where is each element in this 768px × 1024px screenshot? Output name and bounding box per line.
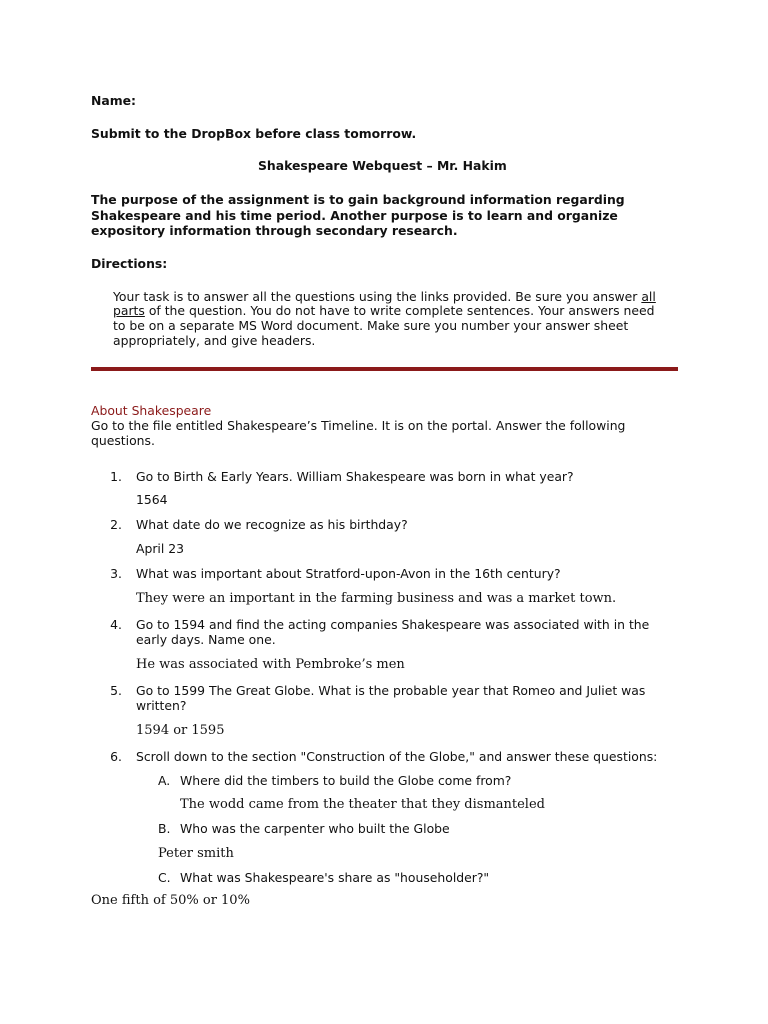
section-divider — [91, 367, 678, 371]
answer-text: They were an important in the farming business and was a market town. — [136, 591, 617, 606]
answer-text: The wodd came from the theater that they dismanteled — [180, 797, 545, 812]
question-text: Go to 1599 The Great Globe. What is the probable year that Romeo and Juliet was — [136, 683, 646, 698]
answer-text: Peter smith — [158, 846, 234, 861]
directions-line-2 — [113, 303, 654, 318]
question-number: 4. — [110, 617, 122, 632]
question-text: Scroll down to the section "Construction of the Globe," and answer these questions: — [136, 749, 658, 764]
subquestion-letter: B. — [158, 821, 171, 836]
subquestion-letter: A. — [158, 773, 171, 788]
submit-note: Submit to the DropBox before class tomorrow. — [91, 126, 417, 141]
about-heading: About Shakespeare — [91, 403, 212, 418]
answer-text: He was associated with Pembroke’s men — [136, 657, 405, 672]
question-text: Go to 1594 and find the acting companies Shakespeare was associated with in the — [136, 617, 650, 632]
question-text: What date do we recognize as his birthday? — [136, 517, 408, 532]
answer-text: 1594 or 1595 — [136, 723, 225, 738]
emphasis-parts: parts — [113, 303, 145, 318]
question-text-continued: early days. Name one. — [136, 632, 276, 647]
question-number: 6. — [110, 749, 122, 764]
about-intro-1: Go to the file entitled Shakespeare’s Timeline. It is on the portal. Answer the following — [91, 418, 626, 433]
subquestion-text: Who was the carpenter who built the Globe — [180, 821, 450, 836]
subquestion-letter: C. — [158, 870, 171, 885]
subquestion-text: Where did the timbers to build the Globe come from? — [180, 773, 512, 788]
directions-line-3: to be on a separate MS Word document. Make sure you number your answer sheet — [113, 318, 629, 333]
answer-text: April 23 — [136, 541, 185, 556]
question-number: 2. — [110, 517, 122, 532]
name-label: Name: — [91, 93, 137, 108]
question-text-continued: written? — [136, 698, 187, 713]
emphasis-all: all — [641, 289, 656, 304]
answer-text: One fifth of 50% or 10% — [91, 893, 250, 908]
purpose-line-3: expository information through secondary research. — [91, 223, 458, 238]
directions-line-1 — [113, 289, 656, 304]
purpose-line-2: Shakespeare and his time period. Another purpose is to learn and organize — [91, 208, 618, 223]
about-intro-2: questions. — [91, 433, 155, 448]
directions-text: of the question. You do not have to write complete sentences. Your answers need — [144, 303, 655, 318]
subquestion-text: What was Shakespeare's share as "householder?" — [180, 870, 490, 885]
document-title: Shakespeare Webquest – Mr. Hakim — [258, 158, 507, 173]
purpose-line-1: The purpose of the assignment is to gain background information regarding — [91, 192, 625, 207]
directions-line-4: appropriately, and give headers. — [113, 333, 316, 348]
question-number: 3. — [110, 566, 122, 581]
directions-heading: Directions: — [91, 256, 168, 271]
question-text: What was important about Stratford-upon-Avon in the 16th century? — [136, 566, 561, 581]
answer-text: 1564 — [136, 492, 168, 507]
directions-text: Your task is to answer all the questions using the links provided. Be sure you answer — [113, 289, 642, 304]
question-number: 1. — [110, 469, 122, 484]
question-number: 5. — [110, 683, 122, 698]
question-text: Go to Birth & Early Years. William Shakespeare was born in what year? — [136, 469, 574, 484]
